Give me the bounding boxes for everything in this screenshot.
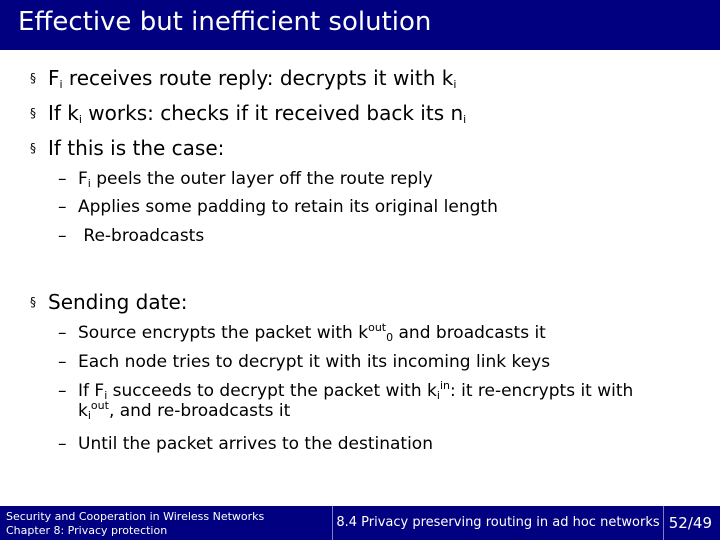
dash-marker-icon: –: [58, 323, 67, 343]
title-bar: [0, 0, 720, 50]
bullet-marker-icon: §: [30, 295, 36, 309]
dash-marker-icon: –: [58, 169, 67, 189]
dash-marker-icon: –: [58, 226, 67, 246]
sub-2-3-line2-b: , and re-broadcasts it: [108, 401, 291, 421]
bullet-1-text-a: F: [48, 66, 60, 90]
bullet-2-sub-a: i: [78, 113, 82, 126]
sub-2-3-continuation: [58, 401, 633, 421]
sub-2-1-sub: 0: [386, 331, 394, 344]
bullet-marker-icon: §: [30, 106, 36, 120]
slide-title: Effective but inefficient solution: [18, 7, 432, 37]
sub-1-1-text-b: peels the outer layer off the route reply: [90, 169, 433, 189]
bullet-1-sub-b: i: [453, 78, 457, 91]
sub-2-1-text-a: Source encrypts the packet with k: [78, 323, 369, 343]
sub-2-2-text: Each node tries to decrypt it with its incoming link keys: [78, 352, 551, 372]
sub-1-3-text: Re-broadcasts: [78, 226, 205, 246]
bullet-4-text: Sending date:: [48, 290, 188, 314]
bullet-2-sub-b: i: [463, 113, 467, 126]
bullet-1-sub-a: i: [59, 78, 63, 91]
sub-2-3-text-b: succeeds to decrypt the packet with k: [107, 381, 437, 401]
sub-bullet-1-1: [58, 169, 433, 189]
footer-course: [6, 510, 264, 538]
bullet-2-text-b: works: checks if it received back its n: [81, 101, 464, 125]
footer-course-line2: Chapter 8: Privacy protection: [6, 524, 168, 537]
footer-section: 8.4 Privacy preserving routing in ad hoc networks: [332, 506, 664, 540]
bullet-1: [30, 66, 456, 90]
sub-bullet-2-4: [58, 434, 433, 454]
sub-2-3-line2-sup: out: [90, 399, 109, 412]
sub-bullet-1-3: [58, 226, 204, 246]
bullet-3-text: If this is the case:: [48, 136, 225, 160]
sub-2-4-text: Until the packet arrives to the destination: [78, 434, 433, 454]
bullet-2-text-a: If k: [48, 101, 79, 125]
sub-1-1-text-a: F: [78, 169, 88, 189]
sub-2-3-line2-a: k: [78, 401, 88, 421]
sub-2-3-text-c: : it re-encrypts it with: [449, 381, 634, 401]
sub-bullet-2-3: [58, 381, 633, 421]
bullet-1-text-b: receives route reply: decrypts it with k: [62, 66, 454, 90]
sub-bullet-1-2: [58, 197, 498, 217]
bullet-marker-icon: §: [30, 141, 36, 155]
sub-bullet-2-1: [58, 323, 546, 343]
dash-marker-icon: –: [58, 197, 67, 217]
sub-2-3-sub-a: i: [104, 389, 108, 402]
bullet-3: [30, 136, 224, 160]
dash-marker-icon: –: [58, 352, 67, 372]
sub-2-1-text-b: and broadcasts it: [393, 323, 546, 343]
bullet-marker-icon: §: [30, 71, 36, 85]
dash-marker-icon: –: [58, 381, 67, 401]
sub-2-3-line2-sub: i: [87, 409, 91, 422]
sub-2-3-sub-b: i: [436, 389, 440, 402]
sub-2-3-sup-b: in: [439, 379, 450, 392]
sub-2-3-text-a: If F: [78, 381, 105, 401]
footer-bar: [0, 506, 720, 540]
dash-marker-icon: –: [58, 434, 67, 454]
bullet-2: [30, 101, 466, 125]
sub-1-1-sub: i: [87, 177, 91, 190]
sub-1-2-text: Applies some padding to retain its original length: [78, 197, 498, 217]
footer-course-line1: Security and Cooperation in Wireless Networks: [6, 510, 265, 523]
sub-2-1-sup: out: [368, 321, 387, 334]
page-number: 52/49: [668, 514, 712, 532]
sub-bullet-2-2: [58, 352, 550, 372]
bullet-4: [30, 290, 188, 314]
